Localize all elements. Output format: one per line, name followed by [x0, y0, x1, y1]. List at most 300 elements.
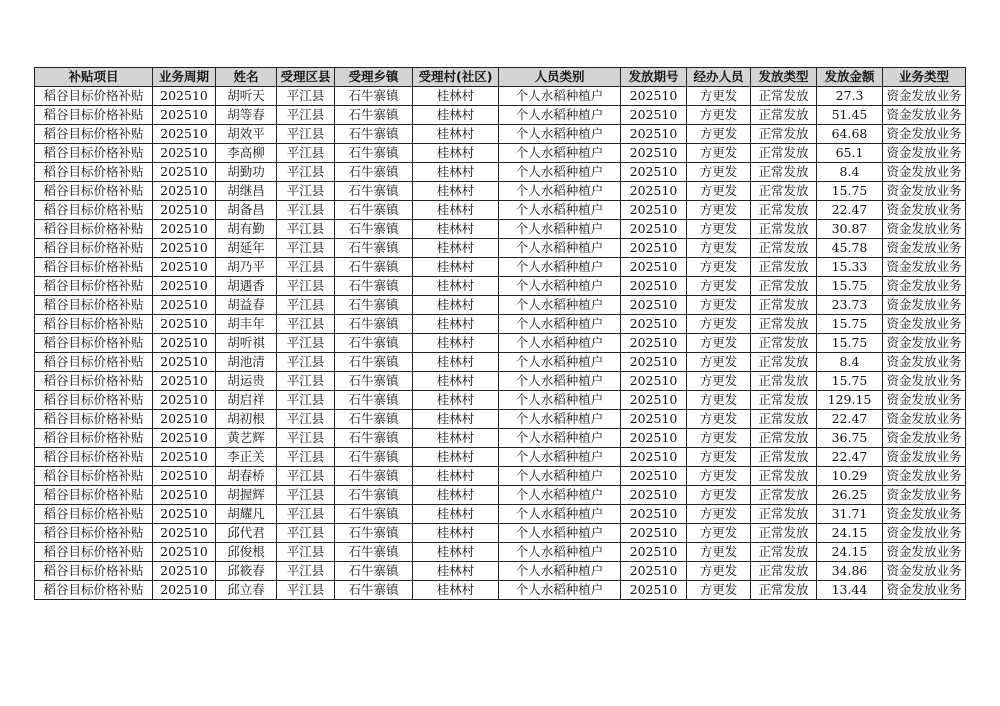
header-county: 受理区县 [277, 68, 335, 87]
cell-township: 石牛寨镇 [335, 524, 413, 543]
cell-issue-type: 正常发放 [751, 524, 817, 543]
cell-issue-type: 正常发放 [751, 277, 817, 296]
cell-village: 桂林村 [413, 106, 499, 125]
cell-person-category: 个人水稻种植户 [499, 562, 621, 581]
cell-business-type: 资金发放业务 [883, 410, 966, 429]
cell-issue-amount: 64.68 [817, 125, 883, 144]
cell-township: 石牛寨镇 [335, 315, 413, 334]
cell-subsidy-item: 稻谷目标价格补贴 [35, 315, 153, 334]
cell-subsidy-item: 稻谷目标价格补贴 [35, 87, 153, 106]
cell-issue-amount: 27.3 [817, 87, 883, 106]
table-row [35, 505, 966, 524]
cell-subsidy-item: 稻谷目标价格补贴 [35, 581, 153, 600]
cell-issue-amount: 22.47 [817, 448, 883, 467]
cell-business-type: 资金发放业务 [883, 581, 966, 600]
table-row [35, 239, 966, 258]
cell-business-type: 资金发放业务 [883, 353, 966, 372]
header-handler: 经办人员 [687, 68, 751, 87]
cell-business-period: 202510 [153, 448, 216, 467]
cell-person-category: 个人水稻种植户 [499, 144, 621, 163]
cell-village: 桂林村 [413, 391, 499, 410]
cell-business-period: 202510 [153, 182, 216, 201]
cell-handler: 方更发 [687, 239, 751, 258]
cell-village: 桂林村 [413, 524, 499, 543]
cell-issue-period: 202510 [621, 201, 687, 220]
cell-name: 胡启祥 [216, 391, 277, 410]
cell-township: 石牛寨镇 [335, 220, 413, 239]
cell-subsidy-item: 稻谷目标价格补贴 [35, 448, 153, 467]
cell-business-period: 202510 [153, 334, 216, 353]
cell-name: 邱立春 [216, 581, 277, 600]
cell-township: 石牛寨镇 [335, 486, 413, 505]
header-business-period: 业务周期 [153, 68, 216, 87]
cell-township: 石牛寨镇 [335, 372, 413, 391]
cell-person-category: 个人水稻种植户 [499, 372, 621, 391]
table-row [35, 258, 966, 277]
cell-county: 平江县 [277, 467, 335, 486]
cell-business-type: 资金发放业务 [883, 201, 966, 220]
cell-county: 平江县 [277, 106, 335, 125]
table-header-row [35, 68, 966, 87]
cell-business-period: 202510 [153, 106, 216, 125]
cell-business-period: 202510 [153, 353, 216, 372]
cell-issue-type: 正常发放 [751, 106, 817, 125]
cell-issue-type: 正常发放 [751, 87, 817, 106]
cell-issue-amount: 22.47 [817, 410, 883, 429]
cell-business-type: 资金发放业务 [883, 372, 966, 391]
cell-issue-period: 202510 [621, 144, 687, 163]
cell-business-period: 202510 [153, 296, 216, 315]
cell-subsidy-item: 稻谷目标价格补贴 [35, 562, 153, 581]
cell-village: 桂林村 [413, 581, 499, 600]
cell-township: 石牛寨镇 [335, 125, 413, 144]
cell-subsidy-item: 稻谷目标价格补贴 [35, 163, 153, 182]
cell-issue-amount: 24.15 [817, 543, 883, 562]
cell-village: 桂林村 [413, 486, 499, 505]
cell-issue-period: 202510 [621, 486, 687, 505]
cell-name: 胡乃平 [216, 258, 277, 277]
cell-county: 平江县 [277, 429, 335, 448]
table-row [35, 220, 966, 239]
cell-name: 胡丰年 [216, 315, 277, 334]
cell-handler: 方更发 [687, 106, 751, 125]
cell-county: 平江县 [277, 353, 335, 372]
cell-subsidy-item: 稻谷目标价格补贴 [35, 258, 153, 277]
cell-person-category: 个人水稻种植户 [499, 239, 621, 258]
table-row [35, 410, 966, 429]
cell-county: 平江县 [277, 277, 335, 296]
cell-village: 桂林村 [413, 144, 499, 163]
cell-county: 平江县 [277, 486, 335, 505]
table-row [35, 201, 966, 220]
cell-issue-type: 正常发放 [751, 581, 817, 600]
cell-handler: 方更发 [687, 467, 751, 486]
cell-village: 桂林村 [413, 87, 499, 106]
cell-business-type: 资金发放业务 [883, 448, 966, 467]
cell-business-period: 202510 [153, 467, 216, 486]
cell-business-type: 资金发放业务 [883, 562, 966, 581]
cell-handler: 方更发 [687, 144, 751, 163]
cell-handler: 方更发 [687, 258, 751, 277]
cell-handler: 方更发 [687, 429, 751, 448]
cell-name: 胡勤功 [216, 163, 277, 182]
cell-village: 桂林村 [413, 220, 499, 239]
cell-business-period: 202510 [153, 163, 216, 182]
cell-handler: 方更发 [687, 410, 751, 429]
cell-subsidy-item: 稻谷目标价格补贴 [35, 201, 153, 220]
cell-issue-amount: 34.86 [817, 562, 883, 581]
cell-handler: 方更发 [687, 220, 751, 239]
cell-handler: 方更发 [687, 125, 751, 144]
cell-issue-period: 202510 [621, 543, 687, 562]
cell-village: 桂林村 [413, 296, 499, 315]
cell-issue-amount: 129.15 [817, 391, 883, 410]
cell-county: 平江县 [277, 562, 335, 581]
cell-business-period: 202510 [153, 315, 216, 334]
cell-county: 平江县 [277, 182, 335, 201]
cell-issue-amount: 15.75 [817, 315, 883, 334]
cell-business-type: 资金发放业务 [883, 239, 966, 258]
cell-issue-amount: 15.75 [817, 372, 883, 391]
cell-person-category: 个人水稻种植户 [499, 220, 621, 239]
cell-village: 桂林村 [413, 125, 499, 144]
cell-business-period: 202510 [153, 410, 216, 429]
cell-issue-amount: 36.75 [817, 429, 883, 448]
table-row [35, 106, 966, 125]
cell-issue-amount: 8.4 [817, 353, 883, 372]
cell-issue-type: 正常发放 [751, 201, 817, 220]
cell-business-period: 202510 [153, 258, 216, 277]
cell-township: 石牛寨镇 [335, 391, 413, 410]
cell-county: 平江县 [277, 220, 335, 239]
cell-county: 平江县 [277, 258, 335, 277]
cell-person-category: 个人水稻种植户 [499, 315, 621, 334]
cell-handler: 方更发 [687, 296, 751, 315]
cell-township: 石牛寨镇 [335, 505, 413, 524]
cell-issue-type: 正常发放 [751, 258, 817, 277]
cell-issue-type: 正常发放 [751, 163, 817, 182]
table-body [35, 87, 966, 600]
cell-issue-period: 202510 [621, 106, 687, 125]
cell-township: 石牛寨镇 [335, 353, 413, 372]
cell-issue-amount: 15.75 [817, 334, 883, 353]
cell-issue-period: 202510 [621, 391, 687, 410]
cell-township: 石牛寨镇 [335, 144, 413, 163]
cell-business-type: 资金发放业务 [883, 182, 966, 201]
cell-subsidy-item: 稻谷目标价格补贴 [35, 524, 153, 543]
cell-business-period: 202510 [153, 524, 216, 543]
cell-issue-type: 正常发放 [751, 372, 817, 391]
cell-name: 黄艺辉 [216, 429, 277, 448]
cell-village: 桂林村 [413, 201, 499, 220]
cell-issue-type: 正常发放 [751, 410, 817, 429]
cell-issue-amount: 13.44 [817, 581, 883, 600]
cell-person-category: 个人水稻种植户 [499, 296, 621, 315]
cell-county: 平江县 [277, 144, 335, 163]
cell-issue-period: 202510 [621, 125, 687, 144]
cell-issue-type: 正常发放 [751, 429, 817, 448]
cell-county: 平江县 [277, 524, 335, 543]
cell-person-category: 个人水稻种植户 [499, 486, 621, 505]
cell-township: 石牛寨镇 [335, 87, 413, 106]
cell-village: 桂林村 [413, 277, 499, 296]
table-row [35, 296, 966, 315]
cell-village: 桂林村 [413, 372, 499, 391]
cell-business-period: 202510 [153, 239, 216, 258]
cell-issue-period: 202510 [621, 220, 687, 239]
cell-handler: 方更发 [687, 372, 751, 391]
cell-business-period: 202510 [153, 505, 216, 524]
cell-handler: 方更发 [687, 163, 751, 182]
cell-name: 胡握辉 [216, 486, 277, 505]
cell-business-type: 资金发放业务 [883, 505, 966, 524]
cell-person-category: 个人水稻种植户 [499, 87, 621, 106]
cell-person-category: 个人水稻种植户 [499, 429, 621, 448]
cell-issue-period: 202510 [621, 258, 687, 277]
cell-issue-amount: 24.15 [817, 524, 883, 543]
cell-business-period: 202510 [153, 581, 216, 600]
cell-county: 平江县 [277, 543, 335, 562]
cell-subsidy-item: 稻谷目标价格补贴 [35, 239, 153, 258]
cell-issue-amount: 22.47 [817, 201, 883, 220]
table-row [35, 581, 966, 600]
cell-person-category: 个人水稻种植户 [499, 410, 621, 429]
table-row [35, 125, 966, 144]
cell-issue-type: 正常发放 [751, 239, 817, 258]
cell-issue-type: 正常发放 [751, 144, 817, 163]
cell-business-period: 202510 [153, 486, 216, 505]
header-person-category: 人员类别 [499, 68, 621, 87]
cell-township: 石牛寨镇 [335, 562, 413, 581]
cell-handler: 方更发 [687, 87, 751, 106]
cell-issue-period: 202510 [621, 239, 687, 258]
cell-county: 平江县 [277, 391, 335, 410]
cell-county: 平江县 [277, 87, 335, 106]
cell-township: 石牛寨镇 [335, 581, 413, 600]
cell-handler: 方更发 [687, 277, 751, 296]
cell-issue-period: 202510 [621, 505, 687, 524]
cell-handler: 方更发 [687, 315, 751, 334]
cell-name: 胡备昌 [216, 201, 277, 220]
cell-township: 石牛寨镇 [335, 467, 413, 486]
cell-issue-amount: 51.45 [817, 106, 883, 125]
cell-issue-type: 正常发放 [751, 315, 817, 334]
cell-issue-period: 202510 [621, 334, 687, 353]
cell-business-period: 202510 [153, 372, 216, 391]
table-row [35, 372, 966, 391]
cell-person-category: 个人水稻种植户 [499, 467, 621, 486]
header-subsidy-item: 补贴项目 [35, 68, 153, 87]
cell-issue-amount: 23.73 [817, 296, 883, 315]
cell-person-category: 个人水稻种植户 [499, 182, 621, 201]
cell-handler: 方更发 [687, 334, 751, 353]
cell-business-type: 资金发放业务 [883, 277, 966, 296]
cell-name: 胡听天 [216, 87, 277, 106]
cell-subsidy-item: 稻谷目标价格补贴 [35, 372, 153, 391]
cell-issue-amount: 10.29 [817, 467, 883, 486]
cell-business-type: 资金发放业务 [883, 391, 966, 410]
cell-village: 桂林村 [413, 448, 499, 467]
cell-issue-period: 202510 [621, 562, 687, 581]
cell-county: 平江县 [277, 448, 335, 467]
cell-township: 石牛寨镇 [335, 182, 413, 201]
cell-county: 平江县 [277, 163, 335, 182]
cell-township: 石牛寨镇 [335, 543, 413, 562]
cell-name: 胡延年 [216, 239, 277, 258]
cell-subsidy-item: 稻谷目标价格补贴 [35, 296, 153, 315]
header-issue-type: 发放类型 [751, 68, 817, 87]
table-row [35, 87, 966, 106]
cell-township: 石牛寨镇 [335, 201, 413, 220]
table-row [35, 163, 966, 182]
cell-village: 桂林村 [413, 353, 499, 372]
cell-issue-type: 正常发放 [751, 562, 817, 581]
cell-business-period: 202510 [153, 125, 216, 144]
cell-issue-type: 正常发放 [751, 182, 817, 201]
cell-name: 邱筱春 [216, 562, 277, 581]
cell-person-category: 个人水稻种植户 [499, 524, 621, 543]
cell-issue-type: 正常发放 [751, 448, 817, 467]
cell-name: 胡池清 [216, 353, 277, 372]
cell-issue-period: 202510 [621, 182, 687, 201]
cell-business-type: 资金发放业务 [883, 467, 966, 486]
cell-name: 胡遇香 [216, 277, 277, 296]
cell-issue-amount: 15.33 [817, 258, 883, 277]
cell-person-category: 个人水稻种植户 [499, 125, 621, 144]
header-issue-period: 发放期号 [621, 68, 687, 87]
cell-person-category: 个人水稻种植户 [499, 258, 621, 277]
cell-subsidy-item: 稻谷目标价格补贴 [35, 391, 153, 410]
cell-handler: 方更发 [687, 486, 751, 505]
cell-issue-type: 正常发放 [751, 505, 817, 524]
cell-handler: 方更发 [687, 182, 751, 201]
cell-village: 桂林村 [413, 258, 499, 277]
cell-subsidy-item: 稻谷目标价格补贴 [35, 353, 153, 372]
cell-county: 平江县 [277, 315, 335, 334]
cell-business-type: 资金发放业务 [883, 106, 966, 125]
cell-name: 胡听祺 [216, 334, 277, 353]
cell-business-type: 资金发放业务 [883, 125, 966, 144]
cell-issue-period: 202510 [621, 277, 687, 296]
cell-village: 桂林村 [413, 163, 499, 182]
cell-county: 平江县 [277, 505, 335, 524]
cell-subsidy-item: 稻谷目标价格补贴 [35, 144, 153, 163]
table-row [35, 486, 966, 505]
table-row [35, 144, 966, 163]
cell-handler: 方更发 [687, 562, 751, 581]
cell-village: 桂林村 [413, 410, 499, 429]
cell-name: 李正关 [216, 448, 277, 467]
cell-issue-period: 202510 [621, 372, 687, 391]
cell-business-period: 202510 [153, 277, 216, 296]
cell-village: 桂林村 [413, 315, 499, 334]
cell-township: 石牛寨镇 [335, 239, 413, 258]
cell-name: 胡运贵 [216, 372, 277, 391]
cell-business-period: 202510 [153, 220, 216, 239]
cell-business-type: 资金发放业务 [883, 334, 966, 353]
cell-person-category: 个人水稻种植户 [499, 163, 621, 182]
cell-person-category: 个人水稻种植户 [499, 543, 621, 562]
cell-handler: 方更发 [687, 448, 751, 467]
table-row [35, 315, 966, 334]
cell-name: 胡等春 [216, 106, 277, 125]
cell-issue-type: 正常发放 [751, 391, 817, 410]
cell-village: 桂林村 [413, 562, 499, 581]
cell-name: 李高柳 [216, 144, 277, 163]
cell-name: 胡继昌 [216, 182, 277, 201]
cell-issue-period: 202510 [621, 429, 687, 448]
cell-subsidy-item: 稻谷目标价格补贴 [35, 106, 153, 125]
cell-name: 邱俊根 [216, 543, 277, 562]
table-row [35, 277, 966, 296]
cell-person-category: 个人水稻种植户 [499, 106, 621, 125]
cell-name: 邱代君 [216, 524, 277, 543]
cell-issue-period: 202510 [621, 524, 687, 543]
cell-village: 桂林村 [413, 505, 499, 524]
cell-handler: 方更发 [687, 505, 751, 524]
cell-person-category: 个人水稻种植户 [499, 201, 621, 220]
cell-issue-type: 正常发放 [751, 296, 817, 315]
cell-handler: 方更发 [687, 201, 751, 220]
cell-person-category: 个人水稻种植户 [499, 353, 621, 372]
cell-business-type: 资金发放业务 [883, 429, 966, 448]
cell-village: 桂林村 [413, 429, 499, 448]
cell-subsidy-item: 稻谷目标价格补贴 [35, 220, 153, 239]
cell-handler: 方更发 [687, 543, 751, 562]
cell-business-type: 资金发放业务 [883, 163, 966, 182]
cell-subsidy-item: 稻谷目标价格补贴 [35, 277, 153, 296]
cell-township: 石牛寨镇 [335, 296, 413, 315]
cell-person-category: 个人水稻种植户 [499, 277, 621, 296]
cell-person-category: 个人水稻种植户 [499, 505, 621, 524]
cell-village: 桂林村 [413, 467, 499, 486]
cell-business-period: 202510 [153, 429, 216, 448]
cell-issue-period: 202510 [621, 296, 687, 315]
cell-county: 平江县 [277, 372, 335, 391]
header-issue-amount: 发放金额 [817, 68, 883, 87]
cell-issue-period: 202510 [621, 353, 687, 372]
cell-handler: 方更发 [687, 353, 751, 372]
cell-business-period: 202510 [153, 562, 216, 581]
cell-issue-period: 202510 [621, 315, 687, 334]
cell-issue-amount: 15.75 [817, 277, 883, 296]
cell-township: 石牛寨镇 [335, 106, 413, 125]
cell-business-period: 202510 [153, 391, 216, 410]
cell-business-period: 202510 [153, 201, 216, 220]
cell-county: 平江县 [277, 125, 335, 144]
cell-handler: 方更发 [687, 391, 751, 410]
cell-business-type: 资金发放业务 [883, 87, 966, 106]
header-business-type: 业务类型 [883, 68, 966, 87]
cell-business-type: 资金发放业务 [883, 524, 966, 543]
cell-person-category: 个人水稻种植户 [499, 581, 621, 600]
cell-village: 桂林村 [413, 239, 499, 258]
cell-issue-type: 正常发放 [751, 543, 817, 562]
cell-person-category: 个人水稻种植户 [499, 334, 621, 353]
cell-issue-amount: 30.87 [817, 220, 883, 239]
cell-issue-amount: 26.25 [817, 486, 883, 505]
cell-township: 石牛寨镇 [335, 163, 413, 182]
cell-subsidy-item: 稻谷目标价格补贴 [35, 486, 153, 505]
header-village: 受理村(社区) [413, 68, 499, 87]
cell-name: 胡效平 [216, 125, 277, 144]
cell-issue-type: 正常发放 [751, 125, 817, 144]
table-row [35, 543, 966, 562]
cell-township: 石牛寨镇 [335, 448, 413, 467]
cell-issue-type: 正常发放 [751, 467, 817, 486]
cell-business-type: 资金发放业务 [883, 144, 966, 163]
header-township: 受理乡镇 [335, 68, 413, 87]
